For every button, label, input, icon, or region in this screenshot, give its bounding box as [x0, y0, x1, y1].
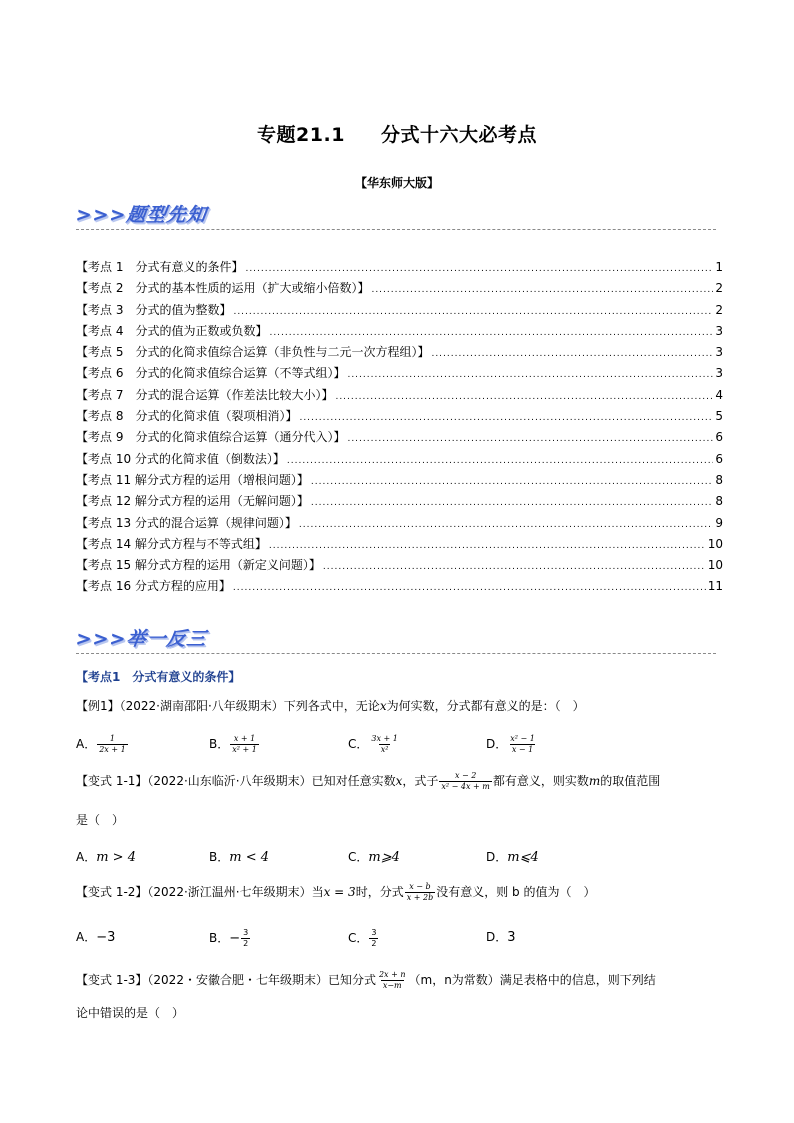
choice-letter: A．	[76, 850, 97, 864]
choice-letter: D．	[486, 737, 508, 751]
choice-fraction: $\frac{3}{2}$	[371, 928, 377, 948]
variant-1-1-line2: 是（ ）	[76, 813, 125, 827]
choice-letter: C．	[348, 850, 369, 864]
choice-text: 3	[507, 930, 516, 945]
choice-letter: D．	[486, 850, 508, 864]
answer-choice[interactable]	[348, 734, 401, 755]
toc-item[interactable]	[76, 279, 723, 300]
answer-choice[interactable]	[486, 848, 539, 865]
answer-choice[interactable]	[348, 928, 379, 949]
toc-item-label: 【考点 5 分式的化简求值综合运算（非负性与二元一次方程组）】	[76, 345, 430, 360]
toc-item-page: 10	[707, 558, 723, 573]
toc-leader-dots	[233, 583, 706, 593]
choice-letter: A．	[76, 930, 97, 944]
choice-fraction: $\frac{1}{2x + 1}$	[99, 734, 126, 754]
toc-item-page: 3	[715, 366, 723, 381]
toc-item-label: 【考点 7 分式的混合运算（作差法比较大小）】	[76, 387, 334, 402]
toc-item-label: 【考点 10 分式的化简求值（倒数法）】	[76, 451, 285, 466]
choice-text: m < 4	[229, 850, 269, 865]
toc-item-page: 1	[715, 260, 723, 274]
choice-letter: B．	[209, 737, 230, 751]
variant-1-3-question: 【变式 1-3】（2022・安徽合肥・七年级期末）已知分式 $\frac{2x + n}{x-m}$ （m，n为常数）满足表格中的信息，则下列结	[76, 970, 656, 990]
answer-choice[interactable]	[209, 848, 269, 865]
answer-choice[interactable]	[76, 734, 129, 755]
title-text: 分式十六大必考点	[380, 124, 537, 146]
toc-item-label: 【考点 9 分式的化简求值综合运算（通分代入）】	[76, 430, 346, 445]
toc-item-label: 【考点 8 分式的化简求值（裂项相消）】	[76, 409, 298, 424]
choice-letter: A．	[76, 737, 97, 751]
toc-item-label: 【考点 2 分式的基本性质的运用（扩大或缩小倍数）】	[76, 281, 370, 296]
choice-text: m⩾4	[368, 850, 400, 865]
toc-item[interactable]	[76, 364, 723, 385]
variant-1-3-line2: 论中错误的是（ ）	[76, 1006, 185, 1020]
choice-fraction: $\frac{\text{x² − 1}}{x - 1}$	[510, 734, 535, 754]
toc-item-page: 3	[715, 323, 723, 338]
toc-leader-dots	[323, 562, 706, 572]
choice-text: −	[229, 931, 241, 946]
toc-leader-dots	[347, 370, 713, 380]
toc-item[interactable]	[76, 492, 723, 513]
toc-leader-dots	[371, 285, 713, 295]
choice-letter: B．	[209, 931, 230, 945]
toc-item-page: 8	[715, 494, 723, 509]
answer-choice[interactable]	[486, 734, 538, 755]
toc-leader-dots	[287, 456, 713, 466]
toc-item-label: 【考点 14 解分式方程与不等式组】	[76, 536, 267, 551]
page-title	[0, 120, 794, 147]
toc-item-label: 【考点 11 解分式方程的运用（增根问题）】	[76, 472, 309, 487]
choice-letter: C．	[348, 737, 369, 751]
toc-leader-dots	[233, 307, 713, 317]
toc-leader-dots	[299, 520, 713, 530]
toc-leader-dots	[311, 498, 713, 508]
toc-leader-dots	[299, 413, 713, 423]
toc-leader-dots	[269, 541, 706, 551]
choice-letter: B．	[209, 850, 230, 864]
toc-item[interactable]	[76, 514, 723, 535]
toc-leader-dots	[431, 349, 713, 359]
toc-item-page: 8	[715, 472, 723, 487]
toc-item-page: 10	[707, 536, 723, 551]
toc-item[interactable]	[76, 386, 723, 407]
variant-1-3-fraction: $\frac{2x + n}{x-m}$	[378, 970, 406, 990]
toc-item[interactable]	[76, 450, 723, 471]
choice-fraction: $\frac{3x + 1}{\text{x²}}$	[371, 734, 398, 754]
toc-item-page: 5	[715, 409, 723, 424]
title-code: 专题21.1	[257, 124, 345, 146]
toc-item[interactable]	[76, 535, 723, 556]
toc-item[interactable]	[76, 343, 723, 364]
toc-item-label: 【考点 4 分式的值为正数或负数】	[76, 323, 268, 338]
toc-item-page: 11	[707, 579, 723, 594]
edition-label: 【华东师大版】	[354, 176, 439, 190]
toc-item[interactable]	[76, 258, 723, 279]
toc-leader-dots	[335, 392, 713, 402]
toc-item[interactable]	[76, 577, 723, 598]
variant-1-2-fraction: $\frac{x - b}{x + 2b}$	[406, 882, 434, 902]
answer-choice[interactable]	[486, 928, 516, 945]
variant-1-1-question: 【变式 1-1】（2022·山东临沂·八年级期末）已知对任意实数x，式子 $\frac{x - 2}{\text{x² − 4x + m}}$ 都有意义，则实数m的取值范围	[76, 771, 661, 791]
choice-fraction: $\frac{x + 1}{\text{x² + 1}}$	[232, 734, 257, 754]
practice-section-rule	[76, 653, 716, 654]
toc-item-page: 9	[715, 515, 723, 530]
toc-item[interactable]	[76, 556, 723, 577]
answer-choice[interactable]	[348, 848, 400, 865]
variant-1-1-fraction: $\frac{x - 2}{\text{x² − 4x + m}}$	[441, 771, 490, 791]
toc-item-page: 3	[715, 345, 723, 360]
toc-item-label: 【考点 3 分式的值为整数】	[76, 302, 232, 317]
toc-item[interactable]	[76, 407, 723, 428]
choice-text: m > 4	[96, 850, 136, 865]
toc-item-label: 【考点 16 分式方程的应用】	[76, 579, 231, 594]
choice-fraction: $\frac{3}{2}$	[243, 928, 249, 948]
example-1-question: 【例1】（2022·湖南邵阳·八年级期末）下列各式中，无论x为何实数，分式都有意义的是：（ ）	[76, 699, 585, 713]
answer-choice[interactable]	[209, 734, 260, 755]
toc-item-page: 6	[715, 430, 723, 445]
toc-item-label: 【考点 12 解分式方程的运用（无解问题）】	[76, 494, 309, 509]
choice-letter: D．	[486, 930, 508, 944]
practice-section-banner: >>>举一反三	[74, 628, 209, 650]
toc-leader-dots	[269, 328, 713, 338]
toc-item[interactable]	[76, 301, 723, 322]
toc-item-label: 【考点 6 分式的化简求值综合运算（不等式组）】	[76, 366, 346, 381]
toc-item-label: 【考点 13 分式的混合运算（规律问题）】	[76, 515, 297, 530]
toc-leader-dots	[245, 264, 713, 274]
choice-text: m⩽4	[507, 850, 539, 865]
toc-item-page: 2	[715, 281, 723, 296]
table-of-contents	[76, 258, 723, 599]
answer-choice[interactable]	[76, 928, 115, 945]
toc-item-page: 4	[715, 387, 723, 402]
toc-leader-dots	[347, 434, 713, 444]
toc-item[interactable]	[76, 322, 723, 343]
choice-letter: C．	[348, 931, 369, 945]
toc-item-page: 6	[715, 451, 723, 466]
toc-section-rule	[76, 229, 716, 230]
toc-item-page: 2	[715, 302, 723, 317]
variant-1-2-question: 【变式 1-2】（2022·浙江温州·七年级期末）当x = 3时，分式 $\frac{x - b}{x + 2b}$ 没有意义，则 b 的值为（ ）	[76, 882, 596, 902]
answer-choice[interactable]	[76, 848, 136, 865]
choice-text: −3	[96, 930, 116, 945]
toc-item[interactable]	[76, 428, 723, 449]
toc-leader-dots	[311, 477, 713, 487]
toc-item[interactable]	[76, 471, 723, 492]
kaodian-1-heading: 【考点1 分式有意义的条件】	[76, 670, 241, 684]
toc-section-banner: >>>题型先知	[74, 204, 209, 226]
toc-item-label: 【考点 15 解分式方程的运用（新定义问题）】	[76, 558, 321, 573]
answer-choice[interactable]	[209, 928, 251, 949]
toc-item-label: 【考点 1 分式有意义的条件】	[76, 260, 244, 274]
